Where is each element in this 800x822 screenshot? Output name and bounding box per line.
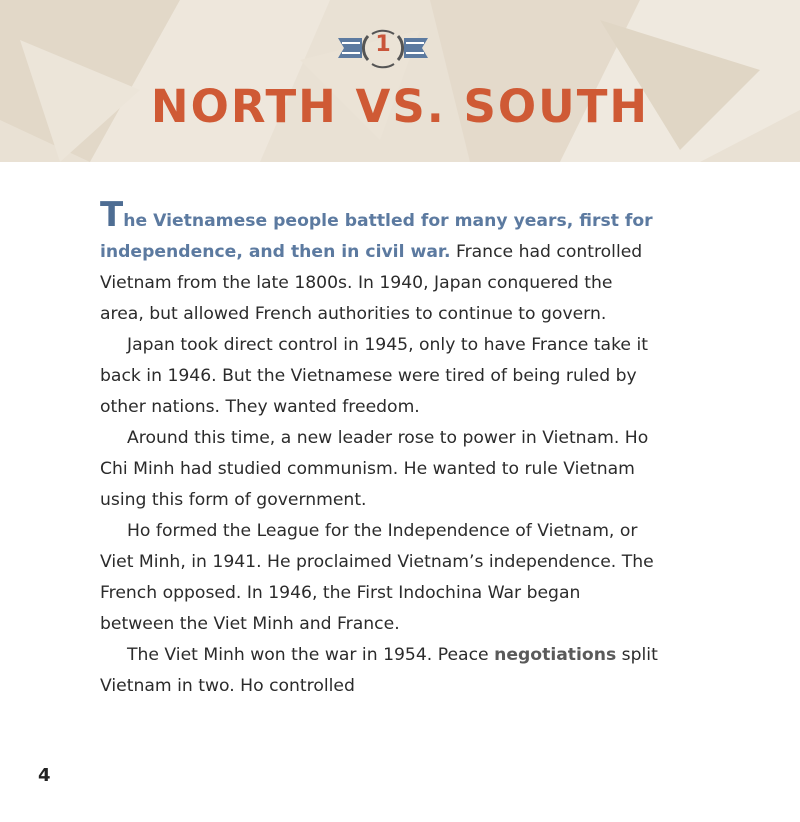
body-text — [100, 195, 660, 702]
paragraph-5-end: split Vietnam in two. Ho controlled — [100, 645, 658, 696]
chapter-badge — [338, 28, 428, 70]
page-number: 4 — [38, 765, 51, 786]
paragraph-5 — [100, 640, 660, 702]
paragraph-1-rest: France had controlled Vietnam from the late 1800s. In 1940, Japan conquered the area, but allowed French authorities to continue to govern. — [100, 242, 643, 324]
chapter-number: 1 — [375, 32, 391, 57]
paragraph-1 — [100, 195, 660, 330]
lead-sentence: he Vietnamese people battled for many years, first for independence, and then in civil war. — [100, 211, 653, 262]
drop-cap: T — [100, 195, 124, 235]
paragraph-3: Around this time, a new leader rose to power in Vietnam. Ho Chi Minh had studied communism. He wanted to rule Vietnam using this form of government. — [100, 428, 649, 510]
paragraph-4: Ho formed the League for the Independence of Vietnam, or Viet Minh, in 1941. He proclaimed Vietnam’s independence. The French opposed. In 1946, the First Indochina War began between the Viet Minh and France. — [100, 521, 654, 634]
paragraph-5-start: The Viet Minh won the war in 1954. Peace — [127, 645, 489, 665]
chapter-banner — [0, 0, 800, 162]
glossary-term: negotiations — [494, 645, 617, 665]
paragraph-2: Japan took direct control in 1945, only to have France take it back in 1946. But the Vietnamese were tired of being ruled by other nations. They wanted freedom. — [100, 335, 648, 417]
chapter-title: NORTH VS. SOUTH — [150, 80, 650, 133]
